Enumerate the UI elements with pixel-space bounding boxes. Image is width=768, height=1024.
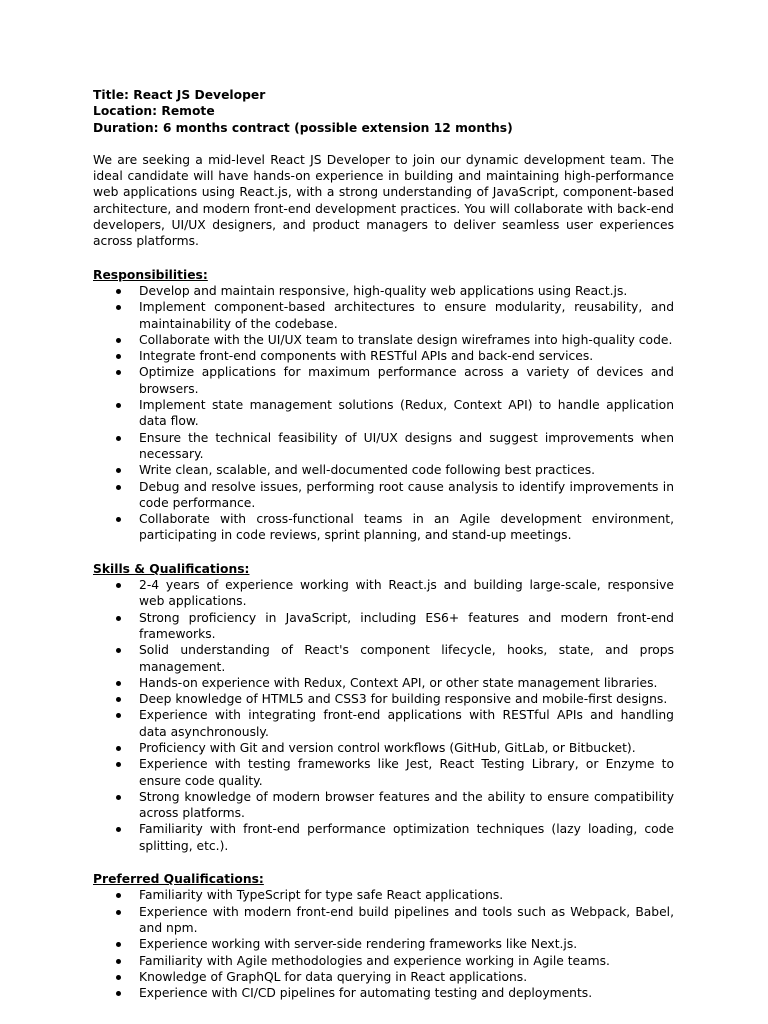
bullet-icon: [116, 403, 121, 408]
list-item: [93, 985, 674, 1001]
list-item-text: Experience with integrating front-end applications with RESTful APIs and handling data asynchronously.: [139, 708, 674, 739]
list-item: [93, 953, 674, 969]
list-item-text: Collaborate with the UI/UX team to translate design wireframes into high-quality code.: [139, 332, 673, 347]
bullet-icon: [116, 746, 121, 751]
job-location: Location: Remote: [93, 104, 215, 119]
list-item-text: Develop and maintain responsive, high-quality web applications using React.js.: [139, 283, 628, 298]
bullet-icon: [116, 289, 121, 294]
list-item-text: Familiarity with Agile methodologies and experience working in Agile teams.: [139, 953, 610, 968]
list-item: [93, 283, 674, 299]
list-item-text: Familiarity with TypeScript for type safe React applications.: [139, 888, 504, 903]
bullet-icon: [116, 975, 121, 980]
bullet-icon: [116, 827, 121, 832]
list-item-text: Implement component-based architectures to ensure modularity, reusability, and maintainability of the codebase.: [139, 300, 674, 331]
list-item: [93, 299, 674, 332]
list-item: [93, 936, 674, 952]
intro-paragraph: We are seeking a mid-level React JS Developer to join our dynamic development team. The ideal candidate will have hands-on experience in building and maintaining high-performance web applications using React.js, with a strong understanding of JavaScript, component-based architecture, and modern front-end development practices. You will collaborate with back-end developers, UI/UX designers, and product managers to deliver seamless user experiences across platforms.: [93, 152, 674, 249]
list-item-text: Debug and resolve issues, performing root cause analysis to identify improvements in code performance.: [139, 479, 674, 510]
bullet-icon: [116, 517, 121, 522]
list-item: [93, 642, 674, 675]
list-item: [93, 707, 674, 740]
list-item-text: Write clean, scalable, and well-documented code following best practices.: [139, 463, 596, 478]
list-item-text: Experience with modern front-end build pipelines and tools such as Webpack, Babel, and npm.: [139, 904, 674, 935]
list-item: [93, 740, 674, 756]
list-item: [93, 462, 674, 478]
list-item: [93, 479, 674, 512]
list-item: [93, 332, 674, 348]
bullet-icon: [116, 468, 121, 473]
job-duration: Duration: 6 months contract (possible extension 12 months): [93, 120, 513, 135]
list-item-text: Strong knowledge of modern browser features and the ability to ensure compatibility across platforms.: [139, 789, 674, 821]
bullet-icon: [116, 616, 121, 621]
preferred-list: [93, 887, 674, 1001]
list-item-text: Hands-on experience with Redux, Context API, or other state management libraries.: [139, 675, 658, 690]
list-item: [93, 364, 674, 397]
bullet-icon: [116, 942, 121, 947]
list-item-text: Proficiency with Git and version control workflows (GitHub, GitLab, or Bitbucket).: [139, 740, 636, 755]
list-item-text: Experience working with server-side rendering frameworks like Next.js.: [139, 937, 578, 952]
list-item: [93, 821, 674, 854]
list-item-text: Experience with testing frameworks like Jest, React Testing Library, or Enzyme to ensure code quality.: [139, 757, 674, 788]
bullet-icon: [116, 795, 121, 800]
list-item-text: 2-4 years of experience working with React.js and building large-scale, responsive web applications.: [139, 578, 674, 609]
list-item: [93, 577, 674, 610]
bullet-icon: [116, 485, 121, 490]
list-item: [93, 756, 674, 789]
bullet-icon: [116, 697, 121, 702]
list-item: [93, 969, 674, 985]
bullet-icon: [116, 910, 121, 915]
bullet-icon: [116, 959, 121, 964]
list-item-text: Ensure the technical feasibility of UI/UX designs and suggest improvements when necessary.: [139, 430, 674, 461]
list-item-text: Strong proficiency in JavaScript, including ES6+ features and modern front-end frameworks.: [139, 610, 674, 641]
list-item: [93, 691, 674, 707]
responsibilities-heading: Responsibilities:: [93, 267, 208, 282]
bullet-icon: [116, 762, 121, 767]
list-item: [93, 887, 674, 903]
bullet-icon: [116, 370, 121, 375]
bullet-icon: [116, 893, 121, 898]
responsibilities-list: [93, 283, 674, 544]
bullet-icon: [116, 305, 121, 310]
bullet-icon: [116, 583, 121, 588]
skills-heading: Skills & Qualifications:: [93, 561, 250, 576]
list-item-text: Knowledge of GraphQL for data querying in React applications.: [139, 969, 528, 984]
list-item: [93, 904, 674, 937]
job-title: Title: React JS Developer: [93, 88, 266, 102]
list-item: [93, 348, 674, 364]
preferred-heading: Preferred Qualifications:: [93, 872, 264, 887]
bullet-icon: [116, 681, 121, 686]
list-item-text: Implement state management solutions (Redux, Context API) to handle application data flow.: [139, 398, 674, 429]
list-item-text: Optimize applications for maximum performance across a variety of devices and browsers.: [139, 365, 674, 396]
list-item-text: Familiarity with front-end performance optimization techniques (lazy loading, code splitting, etc.).: [139, 822, 674, 853]
job-description-document: [93, 87, 674, 1001]
list-item-text: Experience with CI/CD pipelines for automating testing and deployments.: [139, 986, 593, 1001]
list-item: [93, 430, 674, 463]
bullet-icon: [116, 354, 121, 359]
list-item-text: Deep knowledge of HTML5 and CSS3 for building responsive and mobile-first designs.: [139, 692, 668, 707]
bullet-icon: [116, 648, 121, 653]
bullet-icon: [116, 991, 121, 996]
bullet-icon: [116, 338, 121, 343]
list-item-text: Solid understanding of React's component lifecycle, hooks, state, and props management.: [139, 643, 674, 674]
list-item: [93, 511, 674, 544]
bullet-icon: [116, 436, 121, 441]
list-item: [93, 789, 674, 822]
list-item: [93, 397, 674, 430]
list-item: [93, 675, 674, 691]
bullet-icon: [116, 713, 121, 718]
list-item: [93, 610, 674, 643]
skills-list: [93, 577, 674, 854]
list-item-text: Collaborate with cross-functional teams in an Agile development environment, participating in code reviews, sprint planning, and stand-up meetings.: [139, 512, 674, 543]
list-item-text: Integrate front-end components with RESTful APIs and back-end services.: [139, 349, 594, 364]
